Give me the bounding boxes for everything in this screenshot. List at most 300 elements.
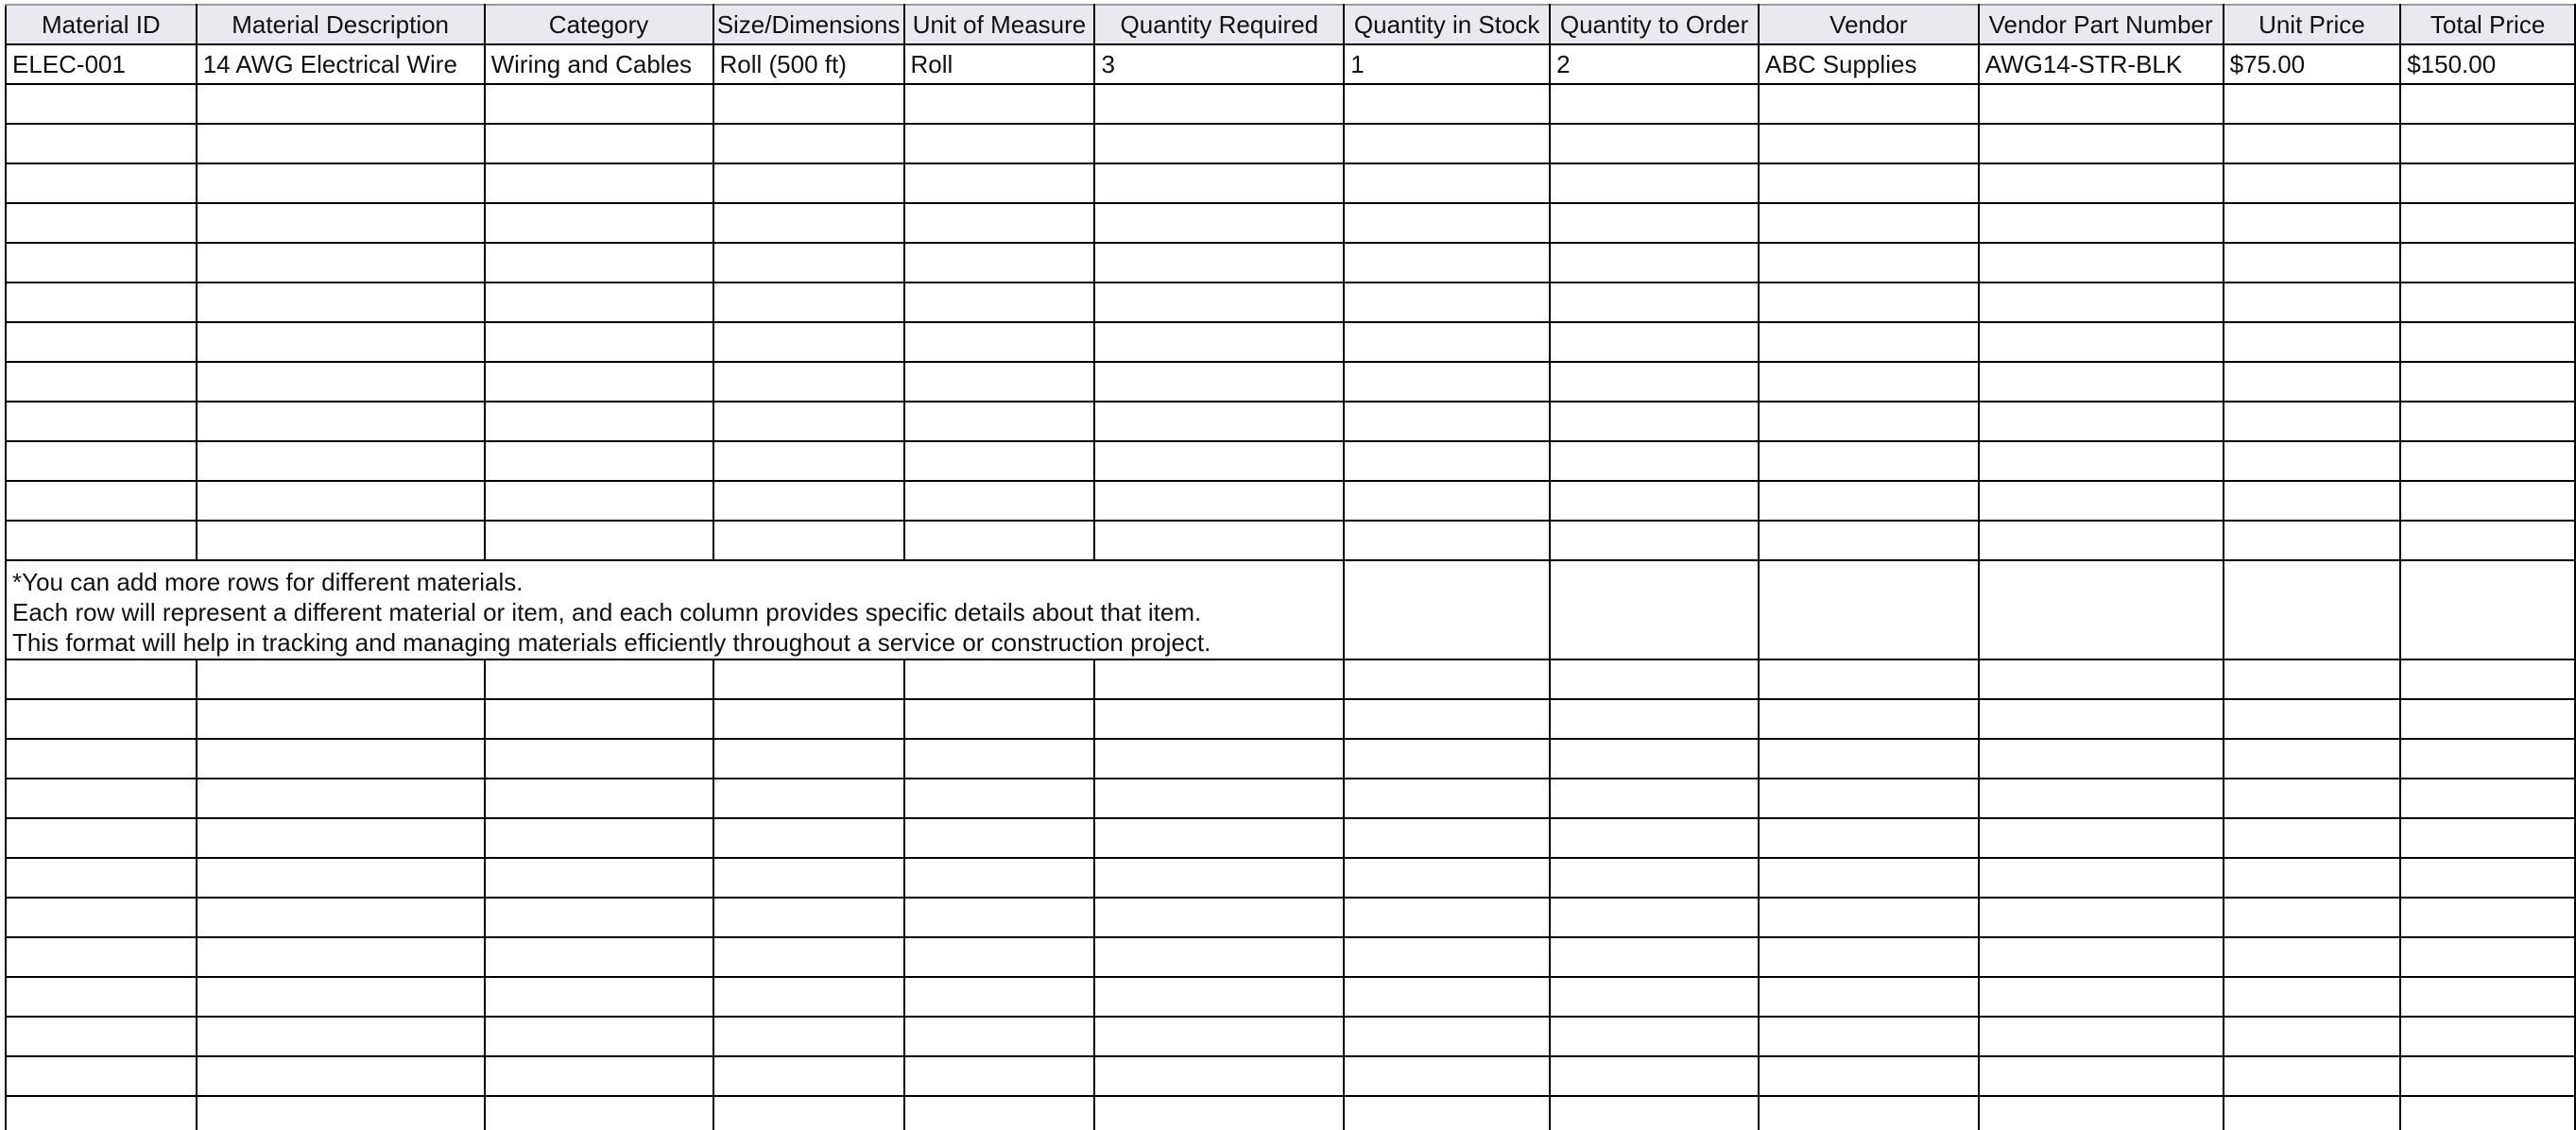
empty-cell[interactable] (485, 362, 713, 402)
empty-cell[interactable] (2224, 699, 2401, 739)
empty-cell[interactable] (1094, 163, 1344, 203)
empty-cell[interactable] (2400, 1096, 2575, 1130)
empty-cell[interactable] (1094, 481, 1344, 521)
empty-cell[interactable] (2400, 818, 2575, 858)
empty-cell[interactable] (2224, 441, 2401, 481)
empty-cell[interactable] (1979, 521, 2224, 560)
empty-cell[interactable] (1979, 937, 2224, 977)
empty-cell[interactable] (6, 481, 197, 521)
empty-cell[interactable] (904, 1096, 1095, 1130)
empty-cell[interactable] (2224, 898, 2401, 937)
cell-quantity-to-order[interactable]: 2 (1550, 44, 1759, 84)
empty-cell[interactable] (1344, 441, 1550, 481)
header-quantity-in-stock[interactable]: Quantity in Stock (1344, 5, 1550, 44)
empty-cell[interactable] (1550, 818, 1759, 858)
empty-cell[interactable] (485, 1017, 713, 1056)
empty-cell[interactable] (1094, 521, 1344, 560)
empty-cell[interactable] (713, 977, 904, 1017)
empty-cell[interactable] (2400, 163, 2575, 203)
empty-cell[interactable] (485, 858, 713, 898)
empty-cell[interactable] (6, 1017, 197, 1056)
empty-cell[interactable] (713, 779, 904, 818)
empty-cell[interactable] (1550, 481, 1759, 521)
cell-size-dimensions[interactable]: Roll (500 ft) (713, 44, 904, 84)
empty-cell[interactable] (485, 898, 713, 937)
empty-cell[interactable] (2400, 124, 2575, 163)
empty-cell[interactable] (1550, 163, 1759, 203)
empty-cell[interactable] (1979, 858, 2224, 898)
empty-cell[interactable] (1550, 937, 1759, 977)
empty-cell[interactable] (713, 818, 904, 858)
empty-cell[interactable] (1094, 282, 1344, 322)
empty-cell[interactable] (1550, 659, 1759, 699)
empty-cell[interactable] (1759, 739, 1979, 779)
empty-cell[interactable] (197, 203, 485, 243)
empty-cell[interactable] (1979, 322, 2224, 362)
empty-cell[interactable] (1979, 739, 2224, 779)
empty-cell[interactable] (1759, 937, 1979, 977)
cell-vendor[interactable]: ABC Supplies (1759, 44, 1979, 84)
empty-cell[interactable] (904, 1017, 1095, 1056)
empty-cell[interactable] (1094, 441, 1344, 481)
empty-cell[interactable] (1550, 402, 1759, 441)
empty-cell[interactable] (904, 441, 1095, 481)
empty-cell[interactable] (197, 659, 485, 699)
empty-cell[interactable] (904, 1056, 1095, 1096)
empty-cell[interactable] (485, 521, 713, 560)
empty-cell[interactable] (713, 1096, 904, 1130)
empty-cell[interactable] (2400, 977, 2575, 1017)
empty-cell[interactable] (1759, 977, 1979, 1017)
empty-cell[interactable] (2224, 282, 2401, 322)
empty-cell[interactable] (197, 1056, 485, 1096)
empty-cell[interactable] (2400, 243, 2575, 282)
empty-cell[interactable] (485, 977, 713, 1017)
empty-cell[interactable] (1344, 203, 1550, 243)
empty-cell[interactable] (2400, 481, 2575, 521)
header-size-dimensions[interactable]: Size/Dimensions (713, 5, 904, 44)
empty-cell[interactable] (6, 322, 197, 362)
header-vendor[interactable]: Vendor (1759, 5, 1979, 44)
empty-cell[interactable] (904, 937, 1095, 977)
empty-cell[interactable] (713, 124, 904, 163)
empty-cell[interactable] (1550, 84, 1759, 124)
empty-cell[interactable] (2224, 659, 2401, 699)
empty-cell[interactable] (1094, 898, 1344, 937)
empty-cell[interactable] (1094, 1017, 1344, 1056)
header-unit-of-measure[interactable]: Unit of Measure (904, 5, 1095, 44)
empty-cell[interactable] (1979, 977, 2224, 1017)
empty-cell[interactable] (713, 699, 904, 739)
empty-cell[interactable] (904, 739, 1095, 779)
empty-cell[interactable] (1759, 659, 1979, 699)
empty-cell[interactable] (2400, 282, 2575, 322)
empty-cell[interactable] (6, 779, 197, 818)
empty-cell[interactable] (904, 659, 1095, 699)
empty-cell[interactable] (1344, 977, 1550, 1017)
empty-cell[interactable] (6, 282, 197, 322)
empty-cell[interactable] (197, 243, 485, 282)
empty-cell[interactable] (2400, 521, 2575, 560)
empty-cell[interactable] (2400, 1017, 2575, 1056)
empty-cell[interactable] (904, 977, 1095, 1017)
empty-cell[interactable] (6, 1096, 197, 1130)
empty-cell[interactable] (713, 402, 904, 441)
header-vendor-part-number[interactable]: Vendor Part Number (1979, 5, 2224, 44)
empty-cell[interactable] (2400, 402, 2575, 441)
empty-cell[interactable] (1550, 124, 1759, 163)
empty-cell[interactable] (713, 1017, 904, 1056)
empty-cell[interactable] (2224, 1017, 2401, 1056)
empty-cell[interactable] (2400, 659, 2575, 699)
empty-cell[interactable] (713, 739, 904, 779)
empty-cell[interactable] (1344, 282, 1550, 322)
empty-cell[interactable] (1550, 203, 1759, 243)
empty-cell[interactable] (1094, 322, 1344, 362)
empty-cell[interactable] (1550, 282, 1759, 322)
empty-cell[interactable] (1344, 779, 1550, 818)
empty-cell[interactable] (1979, 282, 2224, 322)
empty-cell[interactable] (1344, 898, 1550, 937)
empty-cell[interactable] (1344, 163, 1550, 203)
empty-cell[interactable] (1344, 402, 1550, 441)
empty-cell[interactable] (485, 1096, 713, 1130)
empty-cell[interactable] (1344, 739, 1550, 779)
empty-cell[interactable] (2224, 481, 2401, 521)
empty-cell[interactable] (1979, 1017, 2224, 1056)
empty-cell[interactable] (1550, 898, 1759, 937)
empty-cell[interactable] (1759, 441, 1979, 481)
empty-cell[interactable] (485, 779, 713, 818)
empty-cell[interactable] (485, 659, 713, 699)
empty-cell[interactable] (904, 818, 1095, 858)
header-material-id[interactable]: Material ID (6, 5, 197, 44)
header-total-price[interactable]: Total Price (2400, 5, 2575, 44)
empty-cell[interactable] (1550, 560, 1759, 659)
empty-cell[interactable] (2400, 362, 2575, 402)
empty-cell[interactable] (2400, 203, 2575, 243)
empty-cell[interactable] (1094, 402, 1344, 441)
empty-cell[interactable] (904, 203, 1095, 243)
empty-cell[interactable] (713, 362, 904, 402)
empty-cell[interactable] (1094, 362, 1344, 402)
empty-cell[interactable] (1550, 977, 1759, 1017)
empty-cell[interactable] (1344, 322, 1550, 362)
empty-cell[interactable] (2224, 818, 2401, 858)
empty-cell[interactable] (485, 441, 713, 481)
empty-cell[interactable] (2400, 858, 2575, 898)
empty-cell[interactable] (197, 779, 485, 818)
empty-cell[interactable] (6, 362, 197, 402)
empty-cell[interactable] (904, 282, 1095, 322)
empty-cell[interactable] (1094, 1056, 1344, 1096)
empty-cell[interactable] (1979, 124, 2224, 163)
empty-cell[interactable] (485, 699, 713, 739)
empty-cell[interactable] (1550, 739, 1759, 779)
empty-cell[interactable] (904, 699, 1095, 739)
empty-cell[interactable] (6, 659, 197, 699)
empty-cell[interactable] (2400, 84, 2575, 124)
empty-cell[interactable] (1979, 84, 2224, 124)
empty-cell[interactable] (1094, 739, 1344, 779)
empty-cell[interactable] (1344, 362, 1550, 402)
empty-cell[interactable] (1759, 521, 1979, 560)
empty-cell[interactable] (2400, 699, 2575, 739)
empty-cell[interactable] (1759, 282, 1979, 322)
empty-cell[interactable] (2400, 739, 2575, 779)
empty-cell[interactable] (197, 699, 485, 739)
empty-cell[interactable] (1759, 84, 1979, 124)
empty-cell[interactable] (1759, 699, 1979, 739)
empty-cell[interactable] (2224, 203, 2401, 243)
empty-cell[interactable] (485, 818, 713, 858)
empty-cell[interactable] (197, 937, 485, 977)
empty-cell[interactable] (1979, 402, 2224, 441)
empty-cell[interactable] (1979, 818, 2224, 858)
empty-cell[interactable] (2224, 402, 2401, 441)
empty-cell[interactable] (1344, 243, 1550, 282)
empty-cell[interactable] (904, 322, 1095, 362)
empty-cell[interactable] (1550, 1017, 1759, 1056)
empty-cell[interactable] (1094, 779, 1344, 818)
empty-cell[interactable] (904, 481, 1095, 521)
empty-cell[interactable] (1344, 560, 1550, 659)
empty-cell[interactable] (197, 124, 485, 163)
empty-cell[interactable] (1979, 898, 2224, 937)
empty-cell[interactable] (1759, 124, 1979, 163)
empty-cell[interactable] (2400, 779, 2575, 818)
empty-cell[interactable] (2224, 739, 2401, 779)
empty-cell[interactable] (1759, 322, 1979, 362)
empty-cell[interactable] (1979, 779, 2224, 818)
empty-cell[interactable] (1759, 858, 1979, 898)
empty-cell[interactable] (713, 282, 904, 322)
empty-cell[interactable] (1344, 1096, 1550, 1130)
empty-cell[interactable] (713, 84, 904, 124)
empty-cell[interactable] (1550, 779, 1759, 818)
empty-cell[interactable] (1094, 699, 1344, 739)
empty-cell[interactable] (2224, 124, 2401, 163)
empty-cell[interactable] (1094, 243, 1344, 282)
empty-cell[interactable] (6, 898, 197, 937)
empty-cell[interactable] (197, 362, 485, 402)
empty-cell[interactable] (1344, 659, 1550, 699)
empty-cell[interactable] (1344, 858, 1550, 898)
empty-cell[interactable] (1759, 1017, 1979, 1056)
cell-quantity-required[interactable]: 3 (1094, 44, 1344, 84)
empty-cell[interactable] (1094, 858, 1344, 898)
empty-cell[interactable] (485, 282, 713, 322)
header-category[interactable]: Category (485, 5, 713, 44)
note-cell[interactable] (6, 560, 1344, 659)
empty-cell[interactable] (1550, 1096, 1759, 1130)
empty-cell[interactable] (1344, 818, 1550, 858)
empty-cell[interactable] (2224, 521, 2401, 560)
empty-cell[interactable] (2400, 898, 2575, 937)
empty-cell[interactable] (485, 203, 713, 243)
empty-cell[interactable] (1344, 1017, 1550, 1056)
empty-cell[interactable] (1759, 779, 1979, 818)
empty-cell[interactable] (1550, 1056, 1759, 1096)
empty-cell[interactable] (6, 937, 197, 977)
cell-quantity-in-stock[interactable]: 1 (1344, 44, 1550, 84)
empty-cell[interactable] (197, 977, 485, 1017)
empty-cell[interactable] (904, 898, 1095, 937)
empty-cell[interactable] (1344, 521, 1550, 560)
empty-cell[interactable] (485, 739, 713, 779)
empty-cell[interactable] (1979, 243, 2224, 282)
empty-cell[interactable] (1759, 163, 1979, 203)
empty-cell[interactable] (1979, 1096, 2224, 1130)
empty-cell[interactable] (1550, 322, 1759, 362)
empty-cell[interactable] (904, 858, 1095, 898)
empty-cell[interactable] (6, 84, 197, 124)
empty-cell[interactable] (6, 818, 197, 858)
empty-cell[interactable] (904, 521, 1095, 560)
empty-cell[interactable] (1979, 481, 2224, 521)
empty-cell[interactable] (904, 402, 1095, 441)
empty-cell[interactable] (2224, 1096, 2401, 1130)
header-quantity-required[interactable]: Quantity Required (1094, 5, 1344, 44)
empty-cell[interactable] (713, 163, 904, 203)
empty-cell[interactable] (1550, 858, 1759, 898)
empty-cell[interactable] (197, 1017, 485, 1056)
empty-cell[interactable] (904, 124, 1095, 163)
empty-cell[interactable] (485, 481, 713, 521)
empty-cell[interactable] (1550, 243, 1759, 282)
empty-cell[interactable] (197, 521, 485, 560)
empty-cell[interactable] (1979, 362, 2224, 402)
empty-cell[interactable] (1550, 699, 1759, 739)
empty-cell[interactable] (197, 898, 485, 937)
empty-cell[interactable] (713, 481, 904, 521)
cell-total-price[interactable]: $150.00 (2400, 44, 2575, 84)
empty-cell[interactable] (2224, 779, 2401, 818)
empty-cell[interactable] (1344, 481, 1550, 521)
empty-cell[interactable] (1344, 699, 1550, 739)
empty-cell[interactable] (904, 163, 1095, 203)
empty-cell[interactable] (6, 699, 197, 739)
empty-cell[interactable] (6, 243, 197, 282)
empty-cell[interactable] (1979, 560, 2224, 659)
empty-cell[interactable] (713, 203, 904, 243)
header-unit-price[interactable]: Unit Price (2224, 5, 2401, 44)
empty-cell[interactable] (1759, 1056, 1979, 1096)
cell-vendor-part-number[interactable]: AWG14-STR-BLK (1979, 44, 2224, 84)
empty-cell[interactable] (1979, 163, 2224, 203)
empty-cell[interactable] (1759, 898, 1979, 937)
empty-cell[interactable] (1979, 203, 2224, 243)
empty-cell[interactable] (485, 1056, 713, 1096)
empty-cell[interactable] (2224, 362, 2401, 402)
empty-cell[interactable] (485, 402, 713, 441)
empty-cell[interactable] (2400, 560, 2575, 659)
empty-cell[interactable] (1979, 659, 2224, 699)
empty-cell[interactable] (2400, 1056, 2575, 1096)
empty-cell[interactable] (2224, 858, 2401, 898)
empty-cell[interactable] (1759, 203, 1979, 243)
empty-cell[interactable] (1094, 977, 1344, 1017)
empty-cell[interactable] (1344, 124, 1550, 163)
empty-cell[interactable] (6, 124, 197, 163)
header-material-description[interactable]: Material Description (197, 5, 485, 44)
cell-material-id[interactable]: ELEC-001 (6, 44, 197, 84)
empty-cell[interactable] (713, 937, 904, 977)
empty-cell[interactable] (6, 1056, 197, 1096)
empty-cell[interactable] (1094, 659, 1344, 699)
empty-cell[interactable] (197, 402, 485, 441)
empty-cell[interactable] (2224, 84, 2401, 124)
empty-cell[interactable] (1550, 362, 1759, 402)
empty-cell[interactable] (197, 441, 485, 481)
empty-cell[interactable] (713, 659, 904, 699)
empty-cell[interactable] (1550, 521, 1759, 560)
cell-material-description[interactable]: 14 AWG Electrical Wire (197, 44, 485, 84)
cell-category[interactable]: Wiring and Cables (485, 44, 713, 84)
empty-cell[interactable] (713, 521, 904, 560)
empty-cell[interactable] (6, 402, 197, 441)
empty-cell[interactable] (2224, 163, 2401, 203)
empty-cell[interactable] (197, 322, 485, 362)
empty-cell[interactable] (485, 243, 713, 282)
empty-cell[interactable] (1979, 441, 2224, 481)
empty-cell[interactable] (6, 739, 197, 779)
empty-cell[interactable] (6, 521, 197, 560)
empty-cell[interactable] (1759, 362, 1979, 402)
empty-cell[interactable] (1344, 937, 1550, 977)
empty-cell[interactable] (713, 898, 904, 937)
empty-cell[interactable] (1759, 243, 1979, 282)
empty-cell[interactable] (2400, 937, 2575, 977)
empty-cell[interactable] (2224, 1056, 2401, 1096)
empty-cell[interactable] (1094, 203, 1344, 243)
empty-cell[interactable] (713, 243, 904, 282)
empty-cell[interactable] (1979, 1056, 2224, 1096)
empty-cell[interactable] (2224, 977, 2401, 1017)
empty-cell[interactable] (1759, 402, 1979, 441)
empty-cell[interactable] (1979, 699, 2224, 739)
empty-cell[interactable] (2400, 322, 2575, 362)
empty-cell[interactable] (904, 779, 1095, 818)
empty-cell[interactable] (713, 1056, 904, 1096)
empty-cell[interactable] (1759, 818, 1979, 858)
empty-cell[interactable] (485, 322, 713, 362)
empty-cell[interactable] (6, 858, 197, 898)
empty-cell[interactable] (1759, 560, 1979, 659)
empty-cell[interactable] (197, 818, 485, 858)
empty-cell[interactable] (1344, 1056, 1550, 1096)
empty-cell[interactable] (1094, 124, 1344, 163)
empty-cell[interactable] (1759, 481, 1979, 521)
empty-cell[interactable] (485, 124, 713, 163)
cell-unit-price[interactable]: $75.00 (2224, 44, 2401, 84)
empty-cell[interactable] (2224, 560, 2401, 659)
empty-cell[interactable] (1094, 818, 1344, 858)
empty-cell[interactable] (6, 441, 197, 481)
empty-cell[interactable] (713, 441, 904, 481)
empty-cell[interactable] (1094, 84, 1344, 124)
empty-cell[interactable] (485, 937, 713, 977)
empty-cell[interactable] (197, 481, 485, 521)
empty-cell[interactable] (904, 243, 1095, 282)
empty-cell[interactable] (1344, 84, 1550, 124)
empty-cell[interactable] (2224, 243, 2401, 282)
empty-cell[interactable] (2400, 441, 2575, 481)
header-quantity-to-order[interactable]: Quantity to Order (1550, 5, 1759, 44)
empty-cell[interactable] (2224, 322, 2401, 362)
empty-cell[interactable] (197, 84, 485, 124)
empty-cell[interactable] (197, 1096, 485, 1130)
